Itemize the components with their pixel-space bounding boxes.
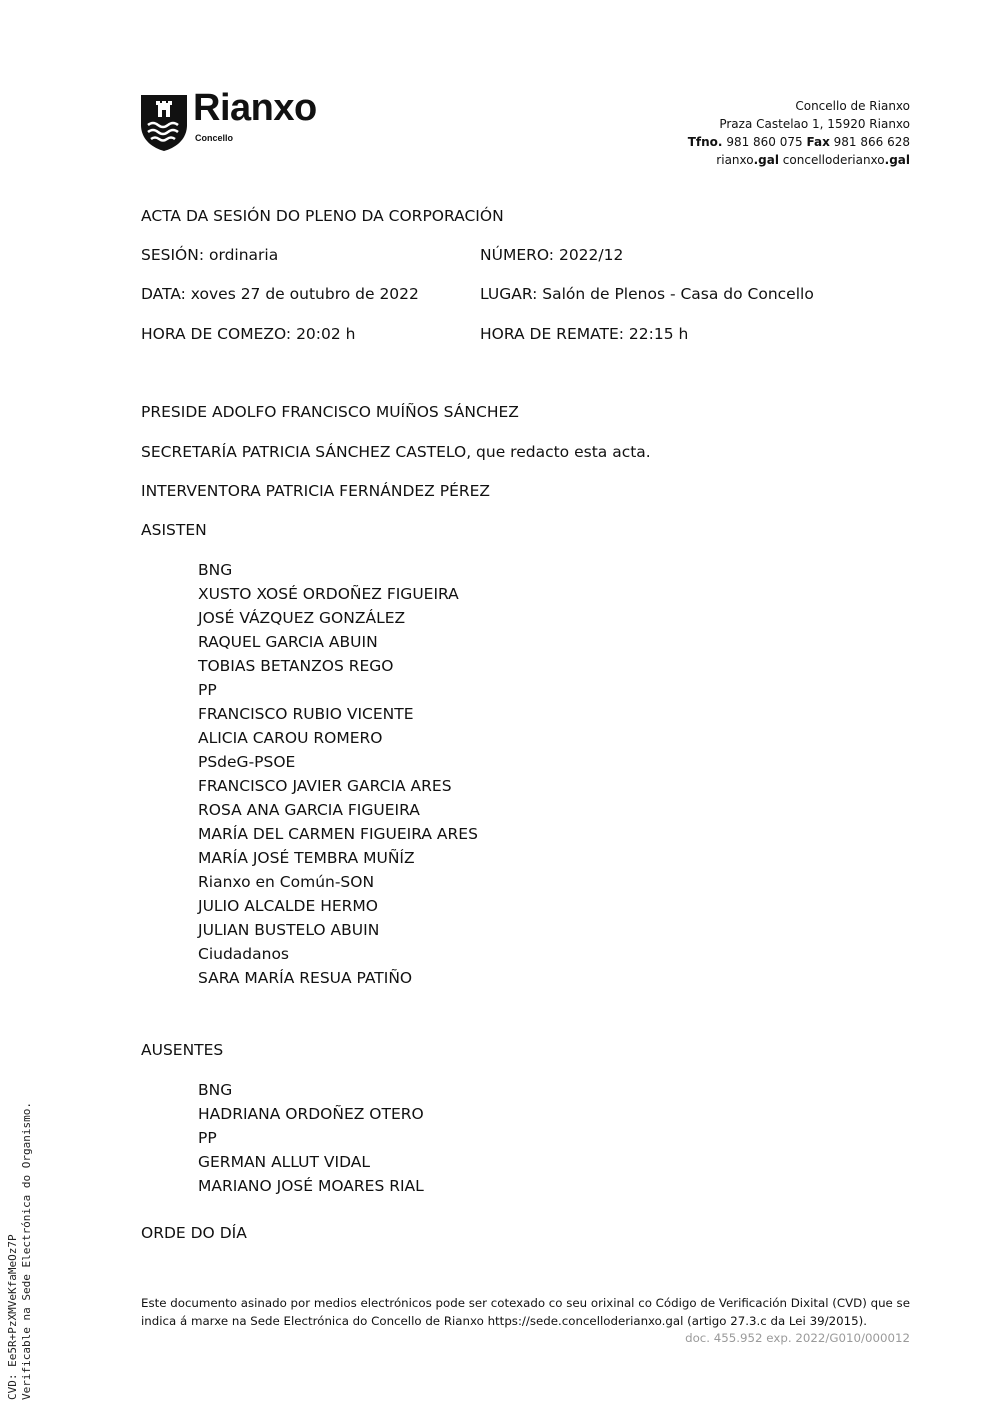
list-item: JULIO ALCALDE HERMO [198, 897, 378, 915]
hora-remate-field: HORA DE REMATE: 22:15 h [480, 325, 689, 343]
list-item: Ciudadanos [198, 945, 290, 963]
cvd-code: CVD: Ee5R+PzXMVeKfaMeOz7P [6, 1234, 19, 1400]
phone-fax-line [688, 133, 910, 151]
list-item: JOSÉ VÁZQUEZ GONZÁLEZ [198, 609, 406, 627]
logo-wordmark: Rianxo [193, 87, 317, 129]
list-item: BNG [198, 1081, 233, 1099]
fax-value: 981 866 628 [833, 135, 910, 149]
lugar-field: LUGAR: Salón de Plenos - Casa do Concello [480, 285, 814, 303]
header-contact [688, 97, 910, 169]
list-item: FRANCISCO JAVIER GARCIA ARES [198, 777, 452, 795]
ausentes-heading: AUSENTES [141, 1041, 224, 1059]
document-title: ACTA DA SESIÓN DO PLENO DA CORPORACIÓN [141, 207, 504, 225]
document-reference: doc. 455.952 exp. 2022/G010/000012 [685, 1331, 910, 1345]
ausentes-list [198, 1078, 424, 1198]
fax-label: Fax [806, 135, 830, 149]
cvd-margin-note [6, 1102, 34, 1400]
org-address: Praza Castelao 1, 15920 Rianxo [719, 117, 910, 131]
list-item: XUSTO XOSÉ ORDOÑEZ FIGUEIRA [198, 585, 459, 603]
data-field: DATA: xoves 27 de outubro de 2022 [141, 285, 419, 303]
web2-pre: concelloderianxo [782, 153, 885, 167]
list-item: ALICIA CAROU ROMERO [198, 729, 383, 747]
list-item: MARÍA DEL CARMEN FIGUEIRA ARES [198, 825, 478, 843]
web1-bold: .gal [753, 153, 779, 167]
list-item: MARÍA JOSÉ TEMBRA MUÑÍZ [198, 849, 415, 867]
list-item: PP [198, 1129, 217, 1147]
interventora-line: INTERVENTORA PATRICIA FERNÁNDEZ PÉREZ [141, 482, 491, 500]
list-item: JULIAN BUSTELO ABUIN [198, 921, 380, 939]
preside-line: PRESIDE ADOLFO FRANCISCO MUÍÑOS SÁNCHEZ [141, 403, 519, 421]
asisten-list [198, 558, 478, 990]
numero-field: NÚMERO: 2022/12 [480, 246, 624, 264]
list-item: TOBIAS BETANZOS REGO [198, 657, 394, 675]
list-item: PSdeG-PSOE [198, 753, 296, 771]
sesion-field: SESIÓN: ordinaria [141, 246, 279, 264]
coat-of-arms-icon [141, 95, 187, 151]
asisten-heading: ASISTEN [141, 521, 207, 539]
web-line [688, 151, 910, 169]
cvd-verification: Verificable na Sede Electrónica do Organismo. [20, 1101, 33, 1400]
footer-verification-text: Este documento asinado por medios electrónicos pode ser cotexado co seu orixinal co Código de Verificación Dixital (CVD) que se indica á marxe na Sede Electrónica do Concello de Rianxo https://sede.concelloderianxo.gal (artigo 27.3.c da Lei 39/2015). [141, 1296, 910, 1328]
web1-pre: rianxo [716, 153, 754, 167]
list-item: RAQUEL GARCIA ABUIN [198, 633, 378, 651]
tfno-label: Tfno. [687, 135, 723, 149]
list-item: BNG [198, 561, 233, 579]
list-item: PP [198, 681, 217, 699]
web2-bold: .gal [884, 153, 910, 167]
tfno-value: 981 860 075 [726, 135, 803, 149]
list-item: ROSA ANA GARCIA FIGUEIRA [198, 801, 420, 819]
list-item: FRANCISCO RUBIO VICENTE [198, 705, 414, 723]
secretaria-line: SECRETARÍA PATRICIA SÁNCHEZ CASTELO, que redacto esta acta. [141, 443, 651, 461]
hora-comezo-field: HORA DE COMEZO: 20:02 h [141, 325, 356, 343]
list-item: SARA MARÍA RESUA PATIÑO [198, 969, 413, 987]
list-item: MARIANO JOSÉ MOARES RIAL [198, 1177, 424, 1195]
org-name: Concello de Rianxo [795, 99, 910, 113]
logo-subtitle: Concello [195, 133, 234, 143]
list-item: GERMAN ALLUT VIDAL [198, 1153, 370, 1171]
orde-heading: ORDE DO DÍA [141, 1224, 247, 1242]
rianxo-logo [141, 87, 346, 153]
list-item: HADRIANA ORDOÑEZ OTERO [198, 1105, 424, 1123]
list-item: Rianxo en Común-SON [198, 873, 375, 891]
